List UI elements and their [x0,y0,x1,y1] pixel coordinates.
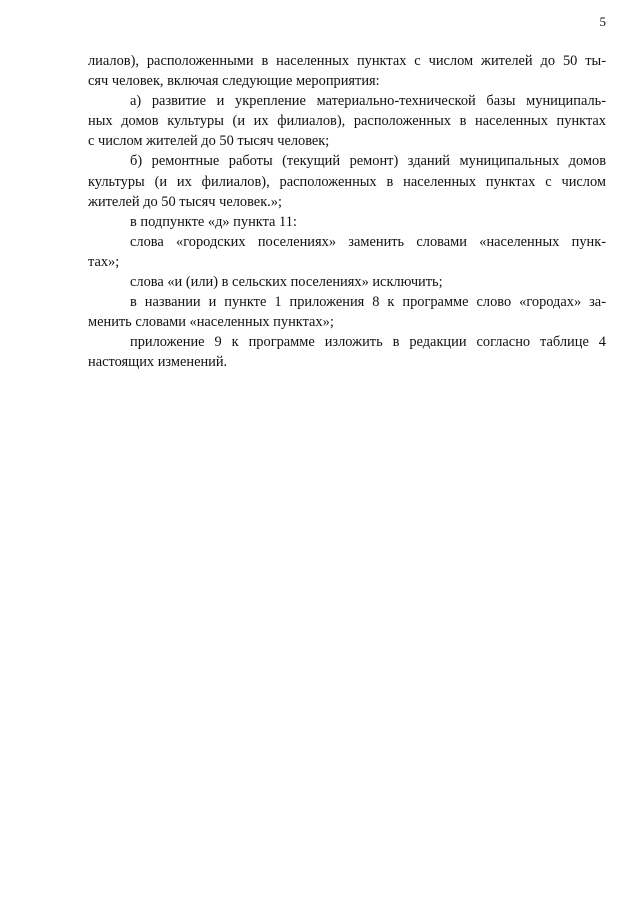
text-line: настоящих изменений. [88,354,228,371]
text-line: слова «и (или) в сельских поселениях» исключить; [130,274,443,291]
text-line: сяч человек, включая следующие мероприятия: [88,73,380,90]
text-line: б) ремонтные работы (текущий ремонт) зданий муниципальных домов [130,153,606,170]
text-line: лиалов), расположенными в населенных пунктах с числом жителей до 50 ты- [88,53,606,69]
text-line: культуры (и их филиалов), расположенных в населенных пунктах с числом [88,173,606,190]
text-line: тах»; [88,253,120,270]
text-line: в названии и пункте 1 приложения 8 к программе слово «городах» за- [130,294,606,311]
text-line: ных домов культуры (и их филиалов), расположенных в населенных пунктах [88,113,606,130]
text-line: слова «городских поселениях» заменить словами «населенных пунк- [130,233,606,250]
page-number: 5 [599,14,606,29]
document-body [88,51,606,373]
text-line: с числом жителей до 50 тысяч человек; [88,133,330,150]
text-line: менить словами «населенных пунктах»; [88,314,334,331]
text-line: а) развитие и укрепление материально-технической базы муниципаль- [130,93,606,110]
text-line: в подпункте «д» пункта 11: [130,213,297,230]
text-line: приложение 9 к программе изложить в редакции согласно таблице 4 [130,334,606,351]
text-line: жителей до 50 тысяч человек.»; [88,193,282,210]
